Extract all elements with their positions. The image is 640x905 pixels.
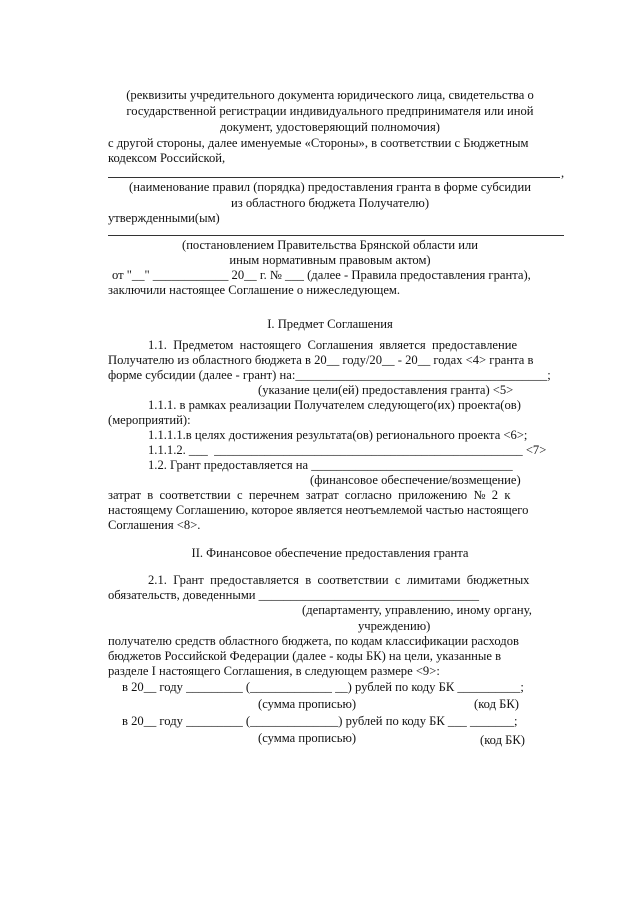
- doc-line: (код БК): [480, 733, 525, 747]
- doc-line: кодексом Российской,: [108, 151, 226, 165]
- doc-line: документ, удостоверяющий полномочия): [220, 120, 440, 134]
- doc-line: 1.1.1.2. ___ _________________________________________________ <7>: [148, 443, 547, 457]
- section-title: II. Финансовое обеспечение предоставления гранта: [191, 546, 469, 560]
- blank-rule: [108, 235, 564, 236]
- doc-line: 1.1. Предметом настоящего Соглашения является предоставление: [148, 338, 518, 352]
- doc-line: обязательств, доведенными ___________________________________: [108, 588, 480, 602]
- blank-rule: [108, 177, 560, 178]
- doc-line: ,: [561, 166, 565, 180]
- doc-line: иным нормативным правовым актом): [229, 253, 431, 267]
- doc-line: получателю средств областного бюджета, по кодам классификации расходов: [108, 634, 519, 648]
- doc-line: (постановлением Правительства Брянской области или: [182, 238, 478, 252]
- doc-line: от "__" ____________ 20__ г. № ___ (далее - Правила предоставления гранта),: [112, 268, 531, 282]
- doc-line: Получателю из областного бюджета в 20__ году/20__ - 20__ годах <4> гранта в: [108, 353, 534, 367]
- doc-line: в 20__ году _________ (______________) рублей по коду БК ___ _______;: [122, 714, 518, 728]
- doc-line: (сумма прописью): [258, 697, 357, 711]
- doc-line: (финансовое обеспечение/возмещение): [310, 473, 521, 487]
- doc-line: утвержденными(ым): [108, 211, 220, 225]
- doc-line: заключили настоящее Соглашение о нижеследующем.: [108, 283, 401, 297]
- doc-line: 2.1. Грант предоставляется в соответствии с лимитами бюджетных: [148, 573, 530, 587]
- doc-line: 1.1.1. в рамках реализации Получателем следующего(их) проекта(ов): [148, 398, 521, 412]
- doc-line: (наименование правил (порядка) предоставления гранта в форме субсидии: [129, 180, 531, 194]
- doc-line: Соглашения <8>.: [108, 518, 201, 532]
- doc-line: бюджетов Российской Федерации (далее - коды БК) на цели, указанные в: [108, 649, 502, 663]
- doc-line: из областного бюджета Получателю): [230, 196, 430, 210]
- section-title: I. Предмет Соглашения: [267, 317, 393, 331]
- doc-line: настоящему Соглашению, которое является неотъемлемой частью настоящего: [108, 503, 529, 517]
- doc-line: (реквизиты учредительного документа юридического лица, свидетельства о: [126, 88, 534, 102]
- doc-line: (указание цели(ей) предоставления гранта) <5>: [258, 383, 514, 397]
- doc-line: разделе I настоящего Соглашения, в следующем размере <9>:: [108, 664, 440, 678]
- doc-line: с другой стороны, далее именуемые «Стороны», в соответствии с Бюджетным: [108, 136, 529, 150]
- doc-line: затрат в соответствии с перечнем затрат согласно приложению № 2 к: [108, 488, 511, 502]
- doc-line: (сумма прописью): [258, 731, 357, 745]
- doc-line: форме субсидии (далее - грант) на:________________________________________;: [108, 368, 551, 382]
- doc-line: государственной регистрации индивидуального предпринимателя или иной: [126, 104, 534, 118]
- doc-line: в 20__ году _________ (_____________ __) рублей по коду БК __________;: [122, 680, 524, 694]
- doc-line: (код БК): [474, 697, 519, 711]
- doc-line: 1.1.1.1.в целях достижения результата(ов) регионального проекта <6>;: [148, 428, 528, 442]
- doc-line: (департаменту, управлению, иному органу,: [302, 603, 532, 617]
- doc-line: учреждению): [358, 619, 431, 633]
- doc-line: 1.2. Грант предоставляется на ________________________________: [148, 458, 513, 472]
- doc-line: (мероприятий):: [108, 413, 191, 427]
